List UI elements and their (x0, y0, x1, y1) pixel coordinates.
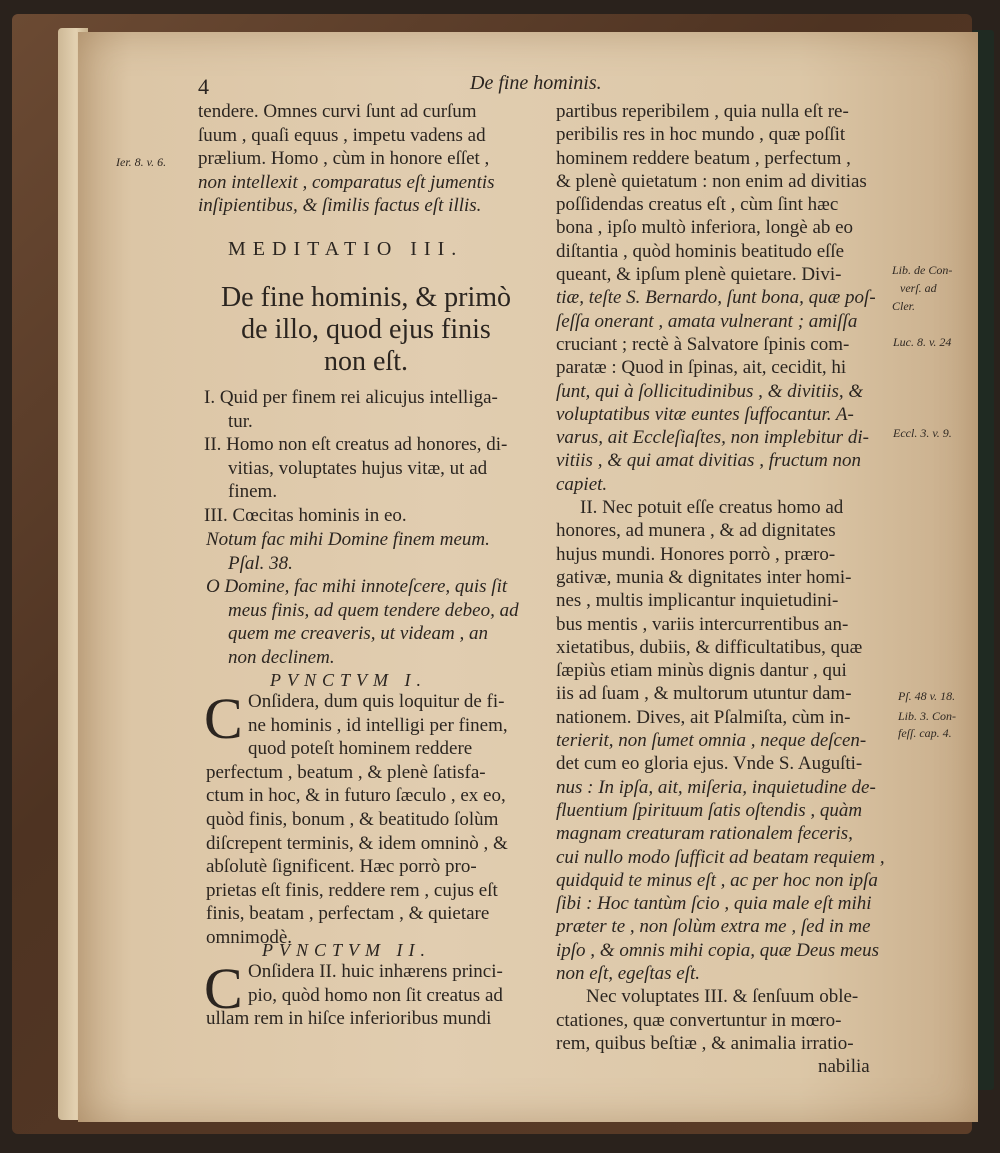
point-line: finem. (228, 481, 278, 503)
point-line: II. Homo non eſt creatus ad honores, di- (204, 434, 508, 456)
body-line: ullam rem in hiſce inferioribus mundi (206, 1008, 492, 1030)
body-line: ctationes, quæ convertuntur in mœro- (556, 1009, 842, 1031)
punctum-1-heading: PVNCTVM I. (270, 670, 427, 690)
body-line: pio, quòd homo non ſit creatus ad (248, 984, 503, 1006)
body-line: cui nullo modo ſufficit ad beatam requiem , (556, 846, 885, 868)
body-line: nus : In ipſa, ait, miſeria, inquietudine de- (556, 776, 876, 798)
body-line: gativæ, munia & dignitates inter homi- (556, 566, 852, 588)
body-line: poſſidendas creatus eſt , cùm ſint hæc (556, 194, 839, 216)
margin-note-line: verſ. ad (900, 281, 937, 295)
body-line: ne hominis , id intelligi per finem, (248, 714, 508, 736)
quote-line: non declinem. (228, 646, 335, 668)
margin-note-eccl: Eccl. 3. v. 9. (893, 426, 952, 440)
body-line: tiæ, teſte S. Bernardo, ſunt bona, quæ poſ- (556, 287, 876, 309)
scripture-quote (206, 528, 519, 670)
body-line: bus mentis , variis intercurrentibus an- (556, 613, 849, 635)
body-line: finis, beatam , perfectam , & quietare (206, 903, 490, 925)
body-line: det cum eo gloria ejus. Vnde S. Auguſti- (556, 753, 863, 775)
body-line: perfectum , beatum , & plenè ſatisfa- (206, 761, 486, 783)
body-line: nationem. Dives, ait Pſalmiſta, cùm in- (556, 706, 851, 728)
quote-line: quem me creaveris, ut videam , an (228, 623, 488, 645)
body-line: queant, & ipſum plenè quietare. Divi- (556, 264, 842, 286)
body-line: cruciant ; rectè à Salvatore ſpinis com- (556, 333, 850, 355)
text-line: ſuum , quaſi equus , impetu vadens ad (198, 124, 486, 146)
margin-note-augustine (898, 710, 956, 740)
left-intro (198, 100, 495, 218)
body-line: Onſidera, dum quis loquitur de fi- (248, 691, 505, 712)
dropcap-c: C (204, 956, 243, 1021)
chapter-title-line: De fine hominis, & primò (220, 282, 512, 313)
body-line: xietatibus, dubiis, & difficultatibus, quæ (556, 636, 863, 658)
quote-line: Pſal. 38. (228, 552, 293, 574)
body-line: ſibi : Hoc tantùm ſcio , quia male eſt mihi (556, 893, 872, 915)
body-line: capiet. (556, 473, 608, 495)
body-line: vitiis , & qui amat divitias , fructum non (556, 450, 862, 472)
point-line: III. Cœcitas hominis in eo. (204, 504, 407, 526)
quote-line: meus finis, ad quem tendere debeo, ad (228, 599, 519, 621)
running-title: De fine hominis. (470, 72, 602, 94)
right-column (556, 100, 885, 1078)
meditatio-heading: MEDITATIO III. (228, 238, 464, 260)
body-line: varus, ait Eccleſiaſtes, non implebitur di- (556, 427, 869, 449)
margin-note-line: Cler. (892, 299, 916, 313)
body-line: peribilis res in hoc mundo , quæ poſſit (556, 124, 846, 146)
body-line: hujus mundi. Honores porrò , præro- (556, 543, 836, 565)
body-line: bona , ipſo multò inferiora, longè ab eo (556, 217, 854, 239)
body-line: & plenè quietatum : non enim ad divitias (556, 170, 867, 192)
margin-note-luc: Luc. 8. v. 24 (893, 335, 952, 349)
body-line: ipſo , & omnis mihi copia, quæ Deus meus (556, 939, 879, 961)
point-line: I. Quid per finem rei alicujus intelliga- (204, 387, 498, 408)
body-line: ctum in hoc, & in futuro ſæculo , ex eo, (206, 785, 506, 807)
body-line: diſcrepent terminis, & idem omninò , & (206, 832, 508, 854)
margin-note-line: Lib. de Con- (892, 263, 953, 277)
body-line: rem, quibus beſtiæ , & animalia irratio- (556, 1032, 854, 1054)
point-line: tur. (228, 410, 253, 432)
margin-note-bernard (892, 264, 952, 313)
body-line: fluentium ſpirituum ſatis oſtendis , quàm (556, 799, 863, 821)
body-line: quod poteſt hominem reddere (248, 738, 473, 760)
text-line: inſipientibus, & ſimilis factus eſt illis. (198, 195, 482, 217)
punctum-2-heading: PVNCTVM II. (262, 940, 431, 960)
chapter-title-line: de illo, quod ejus finis (241, 314, 491, 345)
punctum-1-body (204, 686, 508, 950)
punctum-2-body (204, 956, 503, 1031)
body-line: hominem reddere beatum , perfectum , (556, 147, 851, 169)
body-line: partibus reperibilem , quia nulla eſt re- (556, 101, 849, 122)
body-line: II. Nec potuit eſſe creatus homo ad (580, 497, 844, 519)
points-list (204, 386, 507, 528)
body-line: magnam creaturam rationalem feceris, (556, 823, 853, 845)
body-line: omnimodè. (206, 926, 293, 948)
body-line: nes , multis implicantur inquietudini- (556, 590, 839, 612)
margin-note-line: feſſ. cap. 4. (898, 726, 952, 740)
text-line: tendere. Omnes curvi ſunt ad curſum (198, 101, 477, 122)
body-line: ſunt, qui à ſollicitudinibus , & divitiis, & (556, 380, 864, 402)
body-line: præter te , non ſolùm extra me , ſed in me (556, 916, 871, 938)
text-line: non intellexit , comparatus eſt jumentis (198, 171, 495, 193)
body-line: ſæpiùs etiam minùs dignis dantur , qui (556, 660, 847, 682)
body-line: honores, ad munera , & ad dignitates (556, 520, 836, 542)
body-line: quidquid te minus eſt , ac per hoc non ipſa (556, 869, 878, 891)
body-line: voluptatibus vitæ euntes ſuffocantur. A- (556, 403, 854, 425)
body-line: prietas eſt finis, reddere rem , cujus eſt (206, 879, 498, 901)
dropcap-c: C (204, 686, 243, 751)
point-line: vitias, voluptates hujus vitæ, ut ad (228, 457, 488, 479)
body-line: diſtantia , quòd hominis beatitudo eſſe (556, 240, 845, 262)
margin-note-psal: Pſ. 48 v. 18. (898, 689, 956, 703)
body-line: Onſidera II. huic inhærens princi- (248, 961, 503, 982)
text-line: prælium. Homo , cùm in honore eſſet , (198, 148, 490, 170)
catchword: nabilia (818, 1056, 870, 1078)
body-line: quòd finis, bonum , & beatitudo ſolùm (206, 808, 499, 830)
body-line: Nec voluptates III. & ſenſuum oble- (586, 986, 859, 1008)
body-line: iis ad ſuam , & multorum utuntur dam- (556, 683, 852, 705)
body-line: paratæ : Quod in ſpinas, ait, cecidit, hi (556, 357, 847, 379)
margin-note-line: Lib. 3. Con- (898, 709, 957, 723)
body-line: ſeſſa onerant , amata vulnerant ; amiſſa (556, 310, 858, 332)
body-line: non eſt, egeſtas eſt. (556, 962, 701, 984)
margin-note-ier: Ier. 8. v. 6. (116, 155, 167, 169)
page-number: 4 (198, 74, 209, 99)
body-line: terierit, non ſumet omnia , neque deſcen- (556, 730, 867, 752)
body-line: abſolutè ſignificent. Hæc porrò pro- (206, 856, 477, 878)
chapter-title-line: non eſt. (324, 346, 408, 377)
quote-line: Notum fac mihi Domine finem meum. (206, 529, 490, 550)
chapter-title (198, 282, 534, 378)
quote-line: O Domine, fac mihi innoteſcere, quis ſit (206, 576, 508, 598)
